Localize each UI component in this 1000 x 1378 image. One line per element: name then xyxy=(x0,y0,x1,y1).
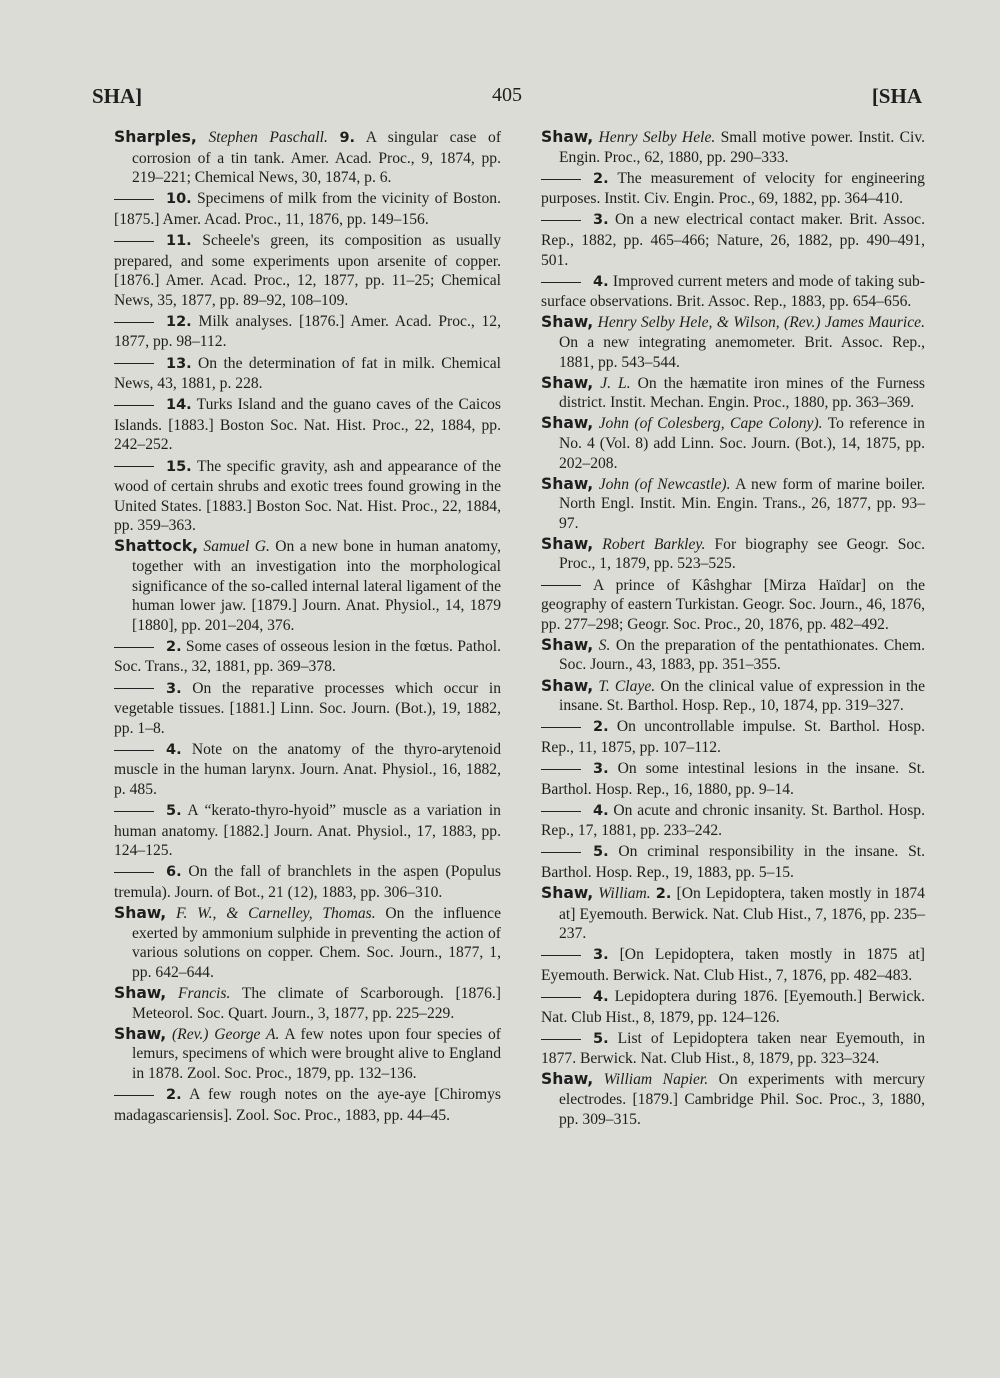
ditto-dash xyxy=(114,322,154,323)
entry-number: 12. xyxy=(166,313,192,330)
entry-text: On the reparative processes which occur in vegetable tissues. [1881.] Linn. Soc. Journ. (Bot.), 19, 1882, pp. 1–8. xyxy=(114,679,501,737)
catalogue-subentry xyxy=(114,801,501,861)
entry-author-name: Robert Barkley. xyxy=(602,535,706,553)
entry-author-name: (Rev.) George A. xyxy=(171,1025,280,1043)
ditto-dash xyxy=(114,872,154,873)
entry-text: A few rough notes on the aye-aye [Chiromys madagascariensis]. Zool. Soc. Proc., 1883, pp. 44–45. xyxy=(114,1085,501,1124)
entry-number: 11. xyxy=(166,232,192,249)
entry-author: Shaw, xyxy=(541,534,594,553)
entry-author-name: Stephen Paschall. xyxy=(208,129,328,146)
entry-text: Specimens of milk from the vicinity of Boston. [1875.] Amer. Acad. Proc., 11, 1876, pp. 149–156. xyxy=(114,190,501,228)
entry-text: Scheele's green, its composition as usually prepared, and some experiments upon arsenite of copper. [1876.] Amer. Acad. Proc., 12, 1877, pp. 11–25; Chemical News, 35, 1877, pp. 89–92, 108–109. xyxy=(114,231,501,309)
entry-author: Shaw, xyxy=(541,676,594,695)
entry-text: On criminal responsibility in the insane. St. Barthol. Hosp. Rep., 19, 1883, pp. 5–15. xyxy=(541,843,925,881)
entry-number: 13. xyxy=(166,355,192,372)
catalogue-entry xyxy=(114,1025,501,1084)
entry-text: On the preparation of the pentathionates. Chem. Soc. Journ., 43, 1883, pp. 351–355. xyxy=(559,636,925,674)
ditto-dash xyxy=(114,1095,154,1096)
ditto-dash xyxy=(541,282,581,283)
entry-author-name: S. xyxy=(598,636,611,654)
catalogue-subentry xyxy=(114,457,501,536)
ditto-dash xyxy=(114,199,154,200)
catalogue-entry xyxy=(114,904,501,982)
entry-text: On a new electrical contact maker. Brit. Assoc. Rep., 1882, pp. 465–466; Nature, 26, 1882, pp. 490–491, 501. xyxy=(541,211,925,269)
ditto-dash xyxy=(541,955,581,956)
catalogue-subentry xyxy=(114,189,501,229)
header-left: SHA] xyxy=(92,84,143,108)
entry-text: The climate of Scarborough. [1876.] Meteorol. Soc. Quart. Journ., 3, 1877, pp. 225–229. xyxy=(132,984,501,1022)
entry-text: Lepidoptera during 1876. [Eyemouth.] Berwick. Nat. Club Hist., 8, 1879, pp. 124–126. xyxy=(541,987,925,1026)
entry-number: 3. xyxy=(593,760,609,777)
ditto-dash xyxy=(541,769,581,770)
entry-number: 3. xyxy=(593,947,609,964)
entry-author-name: Francis. xyxy=(177,984,231,1002)
ditto-dash xyxy=(114,363,154,364)
ditto-dash xyxy=(541,727,581,728)
catalogue-subentry xyxy=(114,637,501,677)
entry-author: Shaw, xyxy=(114,904,167,923)
entry-number: 5. xyxy=(593,844,609,861)
catalogue-subentry xyxy=(114,231,501,310)
catalogue-subentry xyxy=(114,354,501,394)
entry-text: On the fall of branchlets in the aspen (Populus tremula). Journ. of Bot., 21 (12), 1883, pp. 306–310. xyxy=(114,863,501,901)
entry-author: Shaw, xyxy=(541,474,594,493)
entry-text: [On Lepidoptera, taken mostly in 1875 at] Eyemouth. Berwick. Nat. Club Hist., 7, 1876, pp. 482–483. xyxy=(541,946,925,984)
ditto-dash xyxy=(541,220,581,221)
entry-text: List of Lepidoptera taken near Eyemouth, in 1877. Berwick. Nat. Club Hist., 8, 1879, pp. 323–324. xyxy=(541,1029,925,1068)
entry-author-name: William Napier. xyxy=(603,1071,709,1089)
entry-text: To reference in No. 4 (Vol. 8) add Linn. Soc. Journ. (Bot.), 14, 1875, pp. 202–208. xyxy=(559,415,925,472)
entry-author: Shattock, xyxy=(114,537,199,556)
entry-number: 4. xyxy=(166,741,182,758)
catalogue-subentry xyxy=(114,740,501,800)
entry-number: 3. xyxy=(166,680,182,697)
entry-author: Shaw, xyxy=(541,635,594,654)
entry-text: On the influence exerted by ammonium sulphide in preventing the action of various solutions on copper. Chem. Soc. Journ., 1877, 1, pp. 642–644. xyxy=(132,905,501,981)
entry-text: Note on the anatomy of the thyro-arytenoid muscle in the human larynx. Journ. Anat. Physiol., 16, 1882, p. 485. xyxy=(114,740,501,798)
catalogue-subentry xyxy=(541,717,925,757)
catalogue-entry xyxy=(114,984,501,1023)
entry-author: Sharples, xyxy=(114,128,197,146)
entry-author: Shaw, xyxy=(541,883,594,902)
entry-number: 2. xyxy=(166,1086,182,1103)
entry-number: 6. xyxy=(166,864,182,881)
entry-author: Shaw, xyxy=(541,414,594,433)
entry-author-name: F. W., & Carnelley, Thomas. xyxy=(175,905,376,923)
header-right: [SHA xyxy=(871,84,922,108)
entry-number: 2. xyxy=(593,719,609,736)
entry-author-name: Henry Selby Hele. xyxy=(598,129,716,146)
catalogue-subentry xyxy=(541,576,925,635)
entry-text: The measurement of velocity for engineering purposes. Instit. Civ. Engin. Proc., 69, 1882, pp. 364–410. xyxy=(541,169,925,208)
right-column xyxy=(541,128,925,1131)
entry-text: Some cases of osseous lesion in the fœtus. Pathol. Soc. Trans., 32, 1881, pp. 369–378. xyxy=(114,637,501,676)
entry-number: 4. xyxy=(593,988,609,1005)
entry-text: Small motive power. Instit. Civ. Engin. Proc., 62, 1880, pp. 290–333. xyxy=(559,129,926,166)
entry-text: For biography see Geogr. Soc. Proc., 1, 1879, pp. 523–525. xyxy=(559,535,925,573)
entry-text: On uncontrollable impulse. St. Barthol. Hosp. Rep., 11, 1875, pp. 107–112. xyxy=(541,718,925,756)
entry-number: 5. xyxy=(166,803,182,820)
catalogue-subentry xyxy=(541,210,925,270)
catalogue-entry xyxy=(541,884,925,944)
entry-author: Shaw, xyxy=(541,1070,594,1089)
catalogue-subentry xyxy=(114,679,501,739)
entry-author-name: Samuel G. xyxy=(203,538,270,556)
catalogue-entry xyxy=(114,537,501,635)
entry-text: A new form of marine boiler. North Engl. Instit. Min. Engin. Trans., 26, 1877, pp. 93–97. xyxy=(559,475,925,532)
catalogue-subentry xyxy=(114,1085,501,1125)
entry-number: 4. xyxy=(593,273,609,290)
entry-number: 14. xyxy=(166,397,192,414)
entry-text: Improved current meters and mode of taking sub-surface observations. Brit. Assoc. Rep., 1883, pp. 654–656. xyxy=(541,272,925,311)
entry-number: 2. xyxy=(166,638,182,655)
entry-author: Shaw, xyxy=(541,373,594,392)
entry-text: On a new bone in human anatomy, together with an investigation into the morphological significance of the so-called internal lateral ligament of the human lower jaw. [1879.] Journ. Anat. Physiol., 14, 1879 [1880], pp. 201–204, 376. xyxy=(132,538,501,634)
entry-author-name: J. L. xyxy=(600,374,631,392)
ditto-dash xyxy=(114,466,154,467)
entry-text: On the determination of fat in milk. Chemical News, 43, 1881, p. 228. xyxy=(114,354,502,393)
catalogue-entry xyxy=(541,636,925,675)
entry-author: Shaw, xyxy=(541,128,594,146)
entry-author-name: John (of Newcastle). xyxy=(598,475,731,493)
catalogue-subentry xyxy=(541,759,925,799)
entry-text: Turks Island and the guano caves of the Caicos Islands. [1883.] Boston Soc. Nat. Hist. Proc., 22, 1884, pp. 242–252. xyxy=(114,396,501,454)
catalogue-subentry xyxy=(541,169,925,209)
catalogue-entry xyxy=(541,374,925,413)
catalogue-subentry xyxy=(541,987,925,1027)
entry-number: 10. xyxy=(166,191,192,208)
catalogue-entry xyxy=(541,1070,925,1129)
running-header xyxy=(92,84,922,116)
entry-author-name: T. Claye. xyxy=(598,677,656,695)
entry-text: On experiments with mercury electrodes. [1879.] Cambridge Phil. Soc. Proc., 3, 1880, pp. 309–315. xyxy=(559,1071,926,1128)
catalogue-subentry xyxy=(114,862,501,902)
catalogue-entry xyxy=(114,128,501,188)
ditto-dash xyxy=(541,179,581,180)
entry-text: A prince of Kâshghar [Mirza Haïdar] on the geography of eastern Turkistan. Geogr. Soc. Journ., 46, 1876, pp. 277–298; Geogr. Soc. Proc., 20, 1876, pp. 482–492. xyxy=(541,576,925,633)
entry-number: 5. xyxy=(593,1030,609,1047)
entry-text: Milk analyses. [1876.] Amer. Acad. Proc., 12, 1877, pp. 98–112. xyxy=(114,312,501,351)
entry-text: On the hæmatite iron mines of the Furness district. Instit. Mechan. Engin. Proc., 1880, pp. 363–369. xyxy=(559,374,926,412)
catalogue-subentry xyxy=(114,395,501,455)
catalogue-entry xyxy=(541,475,925,534)
ditto-dash xyxy=(114,647,154,648)
catalogue-subentry xyxy=(114,312,501,352)
entry-author: Shaw, xyxy=(114,983,167,1002)
entry-author-name: William. xyxy=(598,884,651,902)
entry-author-name: Henry Selby Hele, & Wilson, (Rev.) James Maurice. xyxy=(597,314,925,332)
entry-text: On some intestinal lesions in the insane. St. Barthol. Hosp. Rep., 16, 1880, pp. 9–14. xyxy=(541,759,925,798)
ditto-dash xyxy=(114,688,154,689)
catalogue-subentry xyxy=(541,272,925,312)
entry-text: On a new integrating anemometer. Brit. Assoc. Rep., 1881, pp. 543–544. xyxy=(559,333,925,371)
ditto-dash xyxy=(541,997,581,998)
ditto-dash xyxy=(114,811,154,812)
ditto-dash xyxy=(114,405,154,406)
entry-number: 15. xyxy=(166,458,192,475)
catalogue-entry xyxy=(541,128,925,167)
catalogue-subentry xyxy=(541,801,925,841)
ditto-dash xyxy=(541,585,581,586)
entry-number: 2. xyxy=(655,885,672,902)
catalogue-subentry xyxy=(541,945,925,985)
catalogue-subentry xyxy=(541,1029,925,1069)
entry-text: [On Lepidoptera, taken mostly in 1874 at] Eyemouth. Berwick. Nat. Club Hist., 7, 1876, pp. 235–237. xyxy=(559,884,925,943)
entry-author: Shaw, xyxy=(114,1024,167,1043)
ditto-dash xyxy=(114,241,154,242)
entry-text: A “kerato-thyro-hyoid” muscle as a variation in human anatomy. [1882.] Journ. Anat. Physiol., 17, 1883, pp. 124–125. xyxy=(114,802,501,860)
entry-author: Shaw, xyxy=(541,313,594,332)
page-number: 405 xyxy=(492,84,522,106)
catalogue-entry xyxy=(541,677,925,716)
entry-number: 2. xyxy=(593,170,609,187)
catalogue-entry xyxy=(541,414,925,473)
entry-number: 9. xyxy=(339,130,356,146)
catalogue-subentry xyxy=(541,842,925,882)
entry-author-name: John (of Colesberg, Cape Colony). xyxy=(598,415,823,433)
ditto-dash xyxy=(114,750,154,751)
ditto-dash xyxy=(541,811,581,812)
entry-text: A few notes upon four species of lemurs, specimens of which were brought alive to England in 1878. Zool. Soc. Proc., 1879, pp. 132–136. xyxy=(132,1025,501,1082)
entry-text: On acute and chronic insanity. St. Barthol. Hosp. Rep., 17, 1881, pp. 233–242. xyxy=(541,801,925,840)
entry-text: A singular case of corrosion of a tin tank. Amer. Acad. Proc., 9, 1874, pp. 219–221; Chemical News, 30, 1874, p. 6. xyxy=(132,129,502,187)
ditto-dash xyxy=(541,1039,581,1040)
catalogue-entry xyxy=(541,535,925,574)
catalogue-entry xyxy=(541,313,925,372)
left-column xyxy=(114,128,501,1127)
ditto-dash xyxy=(541,852,581,853)
entry-text: On the clinical value of expression in the insane. St. Barthol. Hosp. Rep., 10, 1874, pp. 319–327. xyxy=(559,677,926,715)
entry-number: 4. xyxy=(593,802,609,819)
entry-number: 3. xyxy=(593,212,609,229)
entry-text: The specific gravity, ash and appearance of the wood of certain shrubs and exotic trees found growing in the United States. [1883.] Boston Soc. Nat. Hist. Proc., 22, 1884, pp. 359–363. xyxy=(114,457,501,535)
